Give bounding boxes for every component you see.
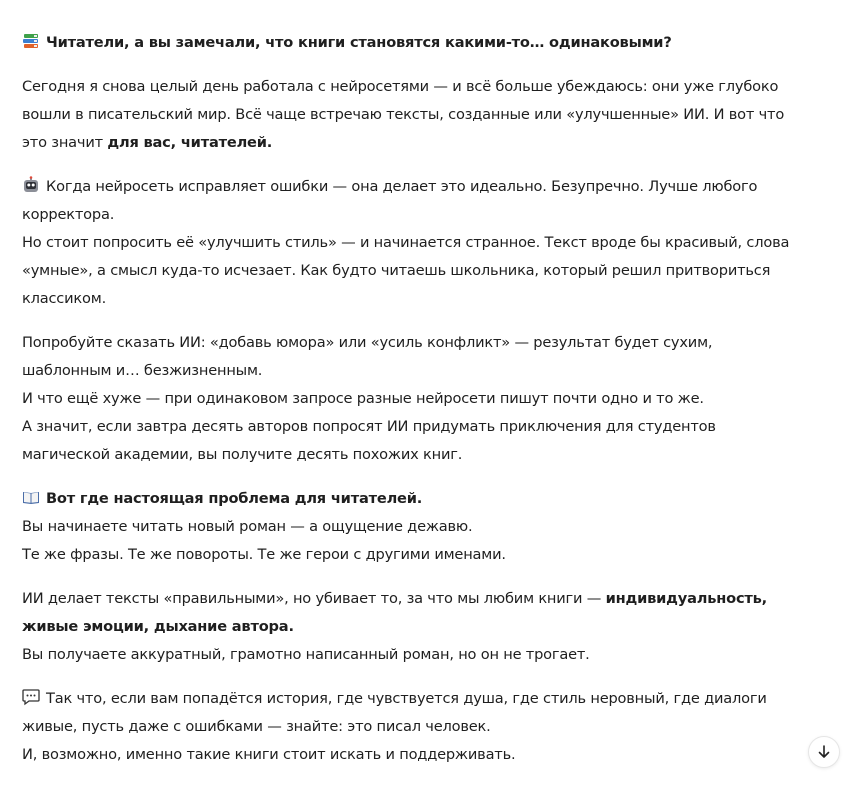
intro-text: Сегодня я снова целый день работала с нейросетями — и всё больше убеждаюсь: они уже глубоко вошли в писательский мир. Всё чаще встречаю тексты, созданные или «улучшенные» ИИ. И вот что это значит xyxy=(22,78,785,151)
prompts-line-1: Попробуйте сказать ИИ: «добавь юмора» или «усиль конфликт» — результат будет сухим, шаблонным и… безжизненным. xyxy=(22,334,713,379)
paragraph-prompts xyxy=(22,329,797,469)
conclusion-line-1: Так что, если вам попадётся история, где чувствуется душа, где стиль неровный, где диалоги живые, пусть даже с ошибками — знайте: это писал человек. xyxy=(22,690,767,735)
problem-heading: Вот где настоящая проблема для читателей. xyxy=(46,490,423,507)
prompts-line-2: И что ещё хуже — при одинаковом запросе разные нейросети пишут почти одно и то же. xyxy=(22,390,704,407)
corrector-line-1: Когда нейросеть исправляет ошибки — она делает это идеально. Безупречно. Лучше любого корректора. xyxy=(22,178,758,223)
open-book-icon xyxy=(22,488,40,506)
individuality-line-2: Вы получаете аккуратный, грамотно написанный роман, но он не трогает. xyxy=(22,646,590,663)
paragraph-problem xyxy=(22,485,797,569)
prompts-line-3: А значит, если завтра десять авторов попросят ИИ придумать приключения для студентов магической академии, вы получите десять похожих книг. xyxy=(22,418,716,463)
individuality-bold: индивидуальность, живые эмоции, дыхание автора xyxy=(22,590,768,635)
robot-icon xyxy=(22,176,40,194)
speech-bubble-icon xyxy=(22,688,40,706)
paragraph-corrector xyxy=(22,173,797,313)
problem-line-2: Те же фразы. Те же повороты. Те же герои с другими именами. xyxy=(22,546,506,563)
books-icon xyxy=(22,32,40,50)
intro-bold: для вас, читателей. xyxy=(107,134,273,151)
problem-line-1: Вы начинаете читать новый роман — а ощущение дежавю. xyxy=(22,518,473,535)
individuality-period: . xyxy=(288,618,294,635)
corrector-line-2: Но стоит попросить её «улучшить стиль» — и начинается странное. Текст вроде бы красивый, слова «умные», а смысл куда-то исчезает. Как будто читаешь школьника, который решил притвориться классиком. xyxy=(22,234,790,307)
post-title xyxy=(22,29,797,57)
post-content xyxy=(22,29,797,785)
arrow-down-icon xyxy=(816,744,832,760)
paragraph-intro xyxy=(22,73,797,157)
paragraph-conclusion xyxy=(22,685,797,769)
scroll-to-bottom-button[interactable] xyxy=(808,736,840,768)
title-text: Читатели, а вы замечали, что книги становятся какими-то… одинаковыми? xyxy=(46,34,672,51)
conclusion-line-2: И, возможно, именно такие книги стоит искать и поддерживать. xyxy=(22,746,516,763)
paragraph-individuality xyxy=(22,585,797,669)
individuality-text: ИИ делает тексты «правильными», но убивает то, за что мы любим книги — xyxy=(22,590,606,607)
